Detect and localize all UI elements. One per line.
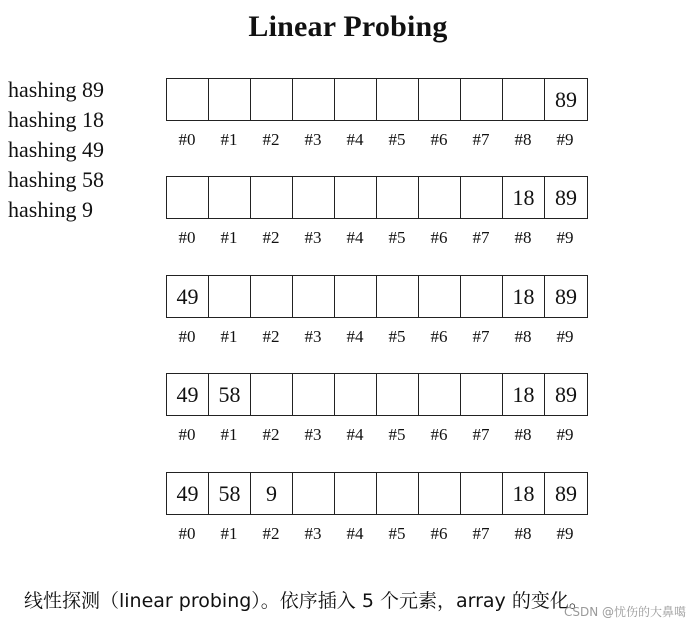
index-label: #0 (178, 524, 196, 543)
array-cell (293, 374, 335, 415)
index-label: #5 (388, 228, 406, 247)
array-cell (335, 177, 377, 218)
index-label: #6 (430, 130, 448, 149)
array-state-1 (166, 78, 588, 150)
index-label: #9 (556, 228, 574, 247)
index-label: #2 (262, 228, 280, 247)
index-label: #6 (430, 425, 448, 444)
index-labels (166, 425, 588, 445)
index-label: #4 (346, 130, 364, 149)
array-cell (377, 177, 419, 218)
array-cell (377, 473, 419, 514)
index-label: #8 (514, 524, 532, 543)
index-label: #9 (556, 425, 574, 444)
array-cell (461, 473, 503, 514)
array-cell (335, 276, 377, 317)
index-label: #2 (262, 130, 280, 149)
array-cell: 89 (555, 381, 577, 407)
index-label: #6 (430, 524, 448, 543)
diagram-title: Linear Probing (248, 10, 448, 43)
operations-list (8, 75, 104, 225)
array-cell (251, 79, 293, 120)
array-state-2 (166, 176, 588, 248)
array-cell: 58 (209, 374, 251, 415)
array-cell (209, 177, 251, 218)
array-cells (166, 275, 588, 318)
array-cell (461, 79, 503, 120)
index-label: #4 (346, 327, 364, 346)
index-labels (166, 524, 588, 544)
array-cell: 18 (503, 374, 545, 415)
array-cell (461, 276, 503, 317)
array-cell: 18 (503, 276, 545, 317)
array-cell (209, 79, 251, 120)
index-label: #9 (556, 327, 574, 346)
index-label: #7 (472, 425, 490, 444)
index-label: #4 (346, 228, 364, 247)
array-cell: 18 (503, 177, 545, 218)
array-cells (166, 176, 588, 219)
array-cell (251, 177, 293, 218)
array-cell (419, 473, 461, 514)
figure-caption: 线性探测（linear probing）。依序插入 5 个元素，array 的变化。 (24, 590, 588, 612)
index-label: #4 (346, 425, 364, 444)
array-cell (335, 473, 377, 514)
array-cell (377, 79, 419, 120)
operation-5: hashing 9 (8, 197, 93, 222)
array-cell (293, 177, 335, 218)
array-cell: 18 (503, 473, 545, 514)
array-cell (419, 276, 461, 317)
index-label: #3 (304, 228, 322, 247)
index-label: #7 (472, 327, 490, 346)
array-cells (166, 78, 588, 121)
index-label: #5 (388, 130, 406, 149)
array-cell (503, 79, 545, 120)
array-cell (419, 177, 461, 218)
index-label: #2 (262, 327, 280, 346)
index-label: #0 (178, 228, 196, 247)
index-labels (166, 130, 588, 150)
index-label: #8 (514, 327, 532, 346)
operation-2: hashing 18 (8, 107, 104, 132)
index-label: #8 (514, 228, 532, 247)
array-cell: 89 (555, 283, 577, 309)
index-label: #0 (178, 425, 196, 444)
index-label: #9 (556, 130, 574, 149)
array-cell (335, 374, 377, 415)
array-cell: 49 (167, 473, 209, 514)
index-labels (166, 228, 588, 248)
array-cell: 58 (209, 473, 251, 514)
index-label: #3 (304, 130, 322, 149)
array-cell: 89 (555, 480, 577, 506)
array-cell (461, 177, 503, 218)
operation-3: hashing 49 (8, 137, 104, 162)
index-label: #5 (388, 425, 406, 444)
index-label: #1 (220, 425, 238, 444)
array-cell (377, 374, 419, 415)
array-cell (293, 473, 335, 514)
array-cell (377, 276, 419, 317)
array-cell: 89 (555, 86, 577, 112)
index-label: #3 (304, 524, 322, 543)
array-state-3 (166, 275, 588, 347)
array-state-5 (166, 472, 588, 544)
array-cell: 49 (167, 374, 209, 415)
index-label: #6 (430, 228, 448, 247)
index-label: #8 (514, 130, 532, 149)
index-label: #1 (220, 228, 238, 247)
source-watermark: CSDN @忧伤的大鼻噶 (563, 605, 686, 619)
array-cell (419, 374, 461, 415)
array-cell (251, 276, 293, 317)
index-label: #5 (388, 327, 406, 346)
array-cell (419, 79, 461, 120)
index-label: #3 (304, 327, 322, 346)
operation-1: hashing 89 (8, 77, 104, 102)
index-label: #3 (304, 425, 322, 444)
array-cell (461, 374, 503, 415)
index-label: #9 (556, 524, 574, 543)
array-cells (166, 373, 588, 416)
index-label: #6 (430, 327, 448, 346)
array-state-4 (166, 373, 588, 445)
array-cell: 9 (251, 473, 293, 514)
array-cells (166, 472, 588, 515)
index-label: #1 (220, 327, 238, 346)
index-label: #4 (346, 524, 364, 543)
array-cell (209, 276, 251, 317)
index-label: #7 (472, 130, 490, 149)
index-label: #2 (262, 524, 280, 543)
array-cell (167, 79, 209, 120)
array-cell: 49 (167, 276, 209, 317)
index-labels (166, 327, 588, 347)
index-label: #7 (472, 524, 490, 543)
array-cell (293, 276, 335, 317)
index-label: #2 (262, 425, 280, 444)
array-cell (251, 374, 293, 415)
array-cell (335, 79, 377, 120)
index-label: #7 (472, 228, 490, 247)
index-label: #0 (178, 130, 196, 149)
array-cell (167, 177, 209, 218)
array-cell (293, 79, 335, 120)
index-label: #0 (178, 327, 196, 346)
array-cell: 89 (555, 184, 577, 210)
index-label: #5 (388, 524, 406, 543)
operation-4: hashing 58 (8, 167, 104, 192)
index-label: #8 (514, 425, 532, 444)
index-label: #1 (220, 130, 238, 149)
index-label: #1 (220, 524, 238, 543)
